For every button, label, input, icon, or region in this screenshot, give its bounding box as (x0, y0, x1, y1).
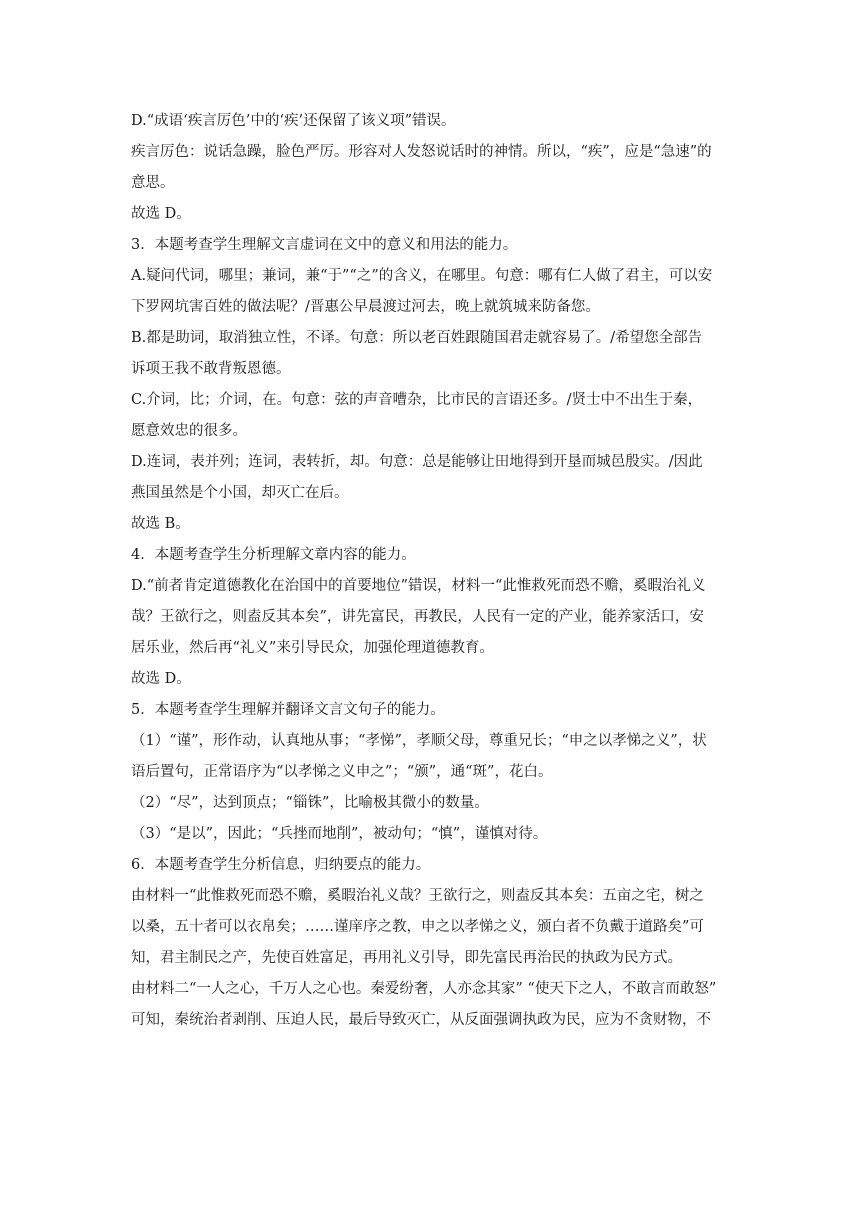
question-heading: 5．本题考查学生理解并翻译文言文句子的能力。 (131, 702, 445, 718)
text-line: 愿意效忠的很多。 (131, 423, 247, 439)
text-line: 语后置句，正常语序为“以孝悌之义申之”；“颁”，通“斑”，花白。 (131, 764, 553, 780)
text-line: D.连词，表并列；连词，表转折，却。句意：总是能够让田地得到开垦而城邑殷实。/因此 (131, 454, 703, 470)
text-line: D.“前者肯定道德教化在治国中的首要地位”错误，材料一“此惟救死而恐不赡，奚暇治礼义 (131, 578, 706, 594)
text-line: 由材料二“一人之心，千万人之心也。秦爱纷奢，人亦念其家” “使天下之人，不敢言而敢怒” (131, 981, 717, 997)
text-line: 知，君主制民之产，先使百姓富足，再用礼义引导，即先富民再治民的执政为民方式。 (131, 950, 682, 966)
question-heading: 6．本题考查学生分析信息，归纳要点的能力。 (131, 857, 431, 873)
question-heading: 3．本题考查学生理解文言虚词在文中的意义和用法的能力。 (131, 237, 518, 253)
text-line: 故选 B。 (131, 516, 190, 532)
text-line: 燕国虽然是个小国，却灭亡在后。 (131, 485, 349, 501)
text-line: 疾言厉色：说话急躁，脸色严厉。形容对人发怒说话时的神情。所以，“疾”，应是“急速”的 (131, 144, 712, 160)
text-line: B.都是助词，取消独立性，不译。句意：所以老百姓跟随国君走就容易了。/希望您全部告 (131, 330, 703, 346)
text-line: 哉？王欲行之，则盍反其本矣”，讲先富民，再教民，人民有一定的产业，能养家活口，安 (131, 609, 704, 625)
text-line: 下罗网坑害百姓的做法呢？/晋惠公早晨渡过河去，晚上就筑城来防备您。 (131, 299, 600, 315)
text-line: 以桑，五十者可以衣帛矣；……谨庠序之教，申之以孝悌之义，颁白者不负戴于道路矣”可 (131, 919, 704, 935)
text-line: 诉项王我不敢背叛恩德。 (131, 361, 291, 377)
question-heading: 4．本题考查学生分析理解文章内容的能力。 (131, 547, 416, 563)
text-line: 故选 D。 (131, 671, 191, 687)
text-line: （3）“是以”，因此；“兵挫而地削”，被动句；“慎”，谨慎对待。 (131, 826, 548, 842)
text-line: D.“成语‘疾言厉色’中的‘疾’还保留了该义项”错误。 (131, 113, 456, 129)
text-line: 居乐业，然后再“礼义”来引导民众，加强伦理道德教育。 (131, 640, 494, 656)
text-line: （2）“尽”，达到顶点；“锱铢”，比喻极其微小的数量。 (131, 795, 489, 811)
text-line: C.介词，比；介词，在。句意：弦的声音嘈杂，比市民的言语还多。/贤士中不出生于秦， (131, 392, 703, 408)
text-line: 意思。 (131, 175, 175, 191)
text-line: 可知，秦统治者剥削、压迫人民，最后导致灭亡，从反面强调执政为民，应为不贪财物，不 (131, 1012, 711, 1028)
text-line: （1）“谨”，形作动，认真地从事；“孝悌”，孝顺父母，尊重兄长；“申之以孝悌之义”，状 (131, 733, 707, 749)
text-line: 由材料一“此惟救死而恐不赡，奚暇治礼义哉？王欲行之，则盍反其本矣：五亩之宅，树之 (131, 888, 704, 904)
text-line: 故选 D。 (131, 206, 191, 222)
text-line: A.疑问代词，哪里；兼词，兼“于”“之”的含义，在哪里。句意：哪有仁人做了君主，可以安 (131, 268, 713, 284)
answer-explanation-text (131, 106, 731, 1036)
